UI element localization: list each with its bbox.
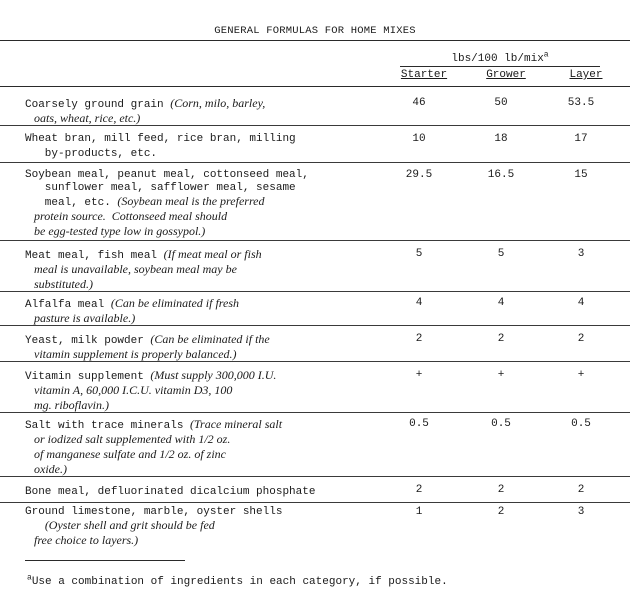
- starter-value: 5: [415, 248, 423, 260]
- grower-value: 4: [497, 297, 505, 309]
- starter-value: 29.5: [405, 169, 433, 181]
- starter-value: 1: [415, 506, 423, 518]
- grower-value: 2: [497, 333, 505, 345]
- unit-header-text: lbs/100 lb/mix: [451, 53, 544, 65]
- ingredient-description: Vitamin supplement (Must supply 300,000 I.U. vitamin A, 60,000 I.C.U. vitamin D3, 100 mg. riboflavin.): [25, 368, 277, 412]
- layer-value: 2: [577, 484, 585, 496]
- footnote-rule: [25, 560, 185, 561]
- ingredient-description: Yeast, milk powder (Can be eliminated if the vitamin supplement is properly balanced.): [25, 332, 270, 361]
- ingredient-description: Ground limestone, marble, oyster shells (Oyster shell and grit should be fed free choice to layers.): [25, 506, 283, 547]
- grower-value: 16.5: [487, 169, 515, 181]
- starter-value: 0.5: [409, 418, 429, 430]
- row-separator: [0, 412, 630, 413]
- layer-value: 15: [574, 169, 588, 181]
- ingredient-description: Soybean meal, peanut meal, cottonseed meal, sunflower meal, safflower meal, sesame meal, etc. (Soybean meal is the preferred protein source. Cottonseed meal should be egg-tested type low in gossypol.): [25, 169, 309, 238]
- layer-value: 3: [577, 506, 585, 518]
- footnote: [27, 573, 448, 588]
- starter-value: 2: [415, 484, 423, 496]
- starter-value: 46: [412, 97, 426, 109]
- grower-value: 2: [497, 506, 505, 518]
- grower-value: 0.5: [491, 418, 511, 430]
- ingredient-description: Alfalfa meal (Can be eliminated if fresh pasture is available.): [25, 296, 240, 325]
- footnote-mark: a: [27, 573, 32, 583]
- starter-value: 4: [415, 297, 423, 309]
- grower-value: +: [497, 369, 505, 381]
- ingredient-description: Salt with trace minerals (Trace mineral salt or iodized salt supplemented with 1/2 oz. of manganese sulfate and 1/2 oz. of zinc oxide.): [25, 417, 283, 476]
- layer-value: +: [577, 369, 585, 381]
- layer-value: 17: [574, 133, 588, 145]
- row-separator: [0, 361, 630, 362]
- ingredient-description: Wheat bran, mill feed, rice bran, milling by-products, etc.: [25, 133, 296, 160]
- layer-value: 4: [577, 297, 585, 309]
- row-separator: [0, 240, 630, 241]
- layer-value: 0.5: [571, 418, 591, 430]
- column-header-starter: Starter: [400, 69, 448, 81]
- starter-value: 2: [415, 333, 423, 345]
- layer-value: 2: [577, 333, 585, 345]
- ingredient-description: Bone meal, defluorinated dicalcium phosphate: [25, 486, 316, 498]
- grower-value: 18: [494, 133, 508, 145]
- top-rule: [0, 40, 630, 41]
- row-separator: [0, 125, 630, 126]
- grower-value: 5: [497, 248, 505, 260]
- grower-value: 2: [497, 484, 505, 496]
- row-separator: [0, 291, 630, 292]
- unit-header: [410, 50, 590, 65]
- footnote-text: Use a combination of ingredients in each category, if possible.: [31, 576, 448, 588]
- header-rule: [0, 86, 630, 87]
- unit-underline: [400, 66, 600, 67]
- row-separator: [0, 502, 630, 503]
- row-separator: [0, 162, 630, 163]
- column-header-layer: Layer: [569, 69, 603, 81]
- ingredient-description: Coarsely ground grain (Corn, milo, barley, oats, wheat, rice, etc.): [25, 96, 266, 125]
- table-title: GENERAL FORMULAS FOR HOME MIXES: [214, 25, 416, 37]
- starter-value: 10: [412, 133, 426, 145]
- row-separator: [0, 476, 630, 477]
- column-header-grower: Grower: [486, 69, 526, 81]
- layer-value: 3: [577, 248, 585, 260]
- grower-value: 50: [494, 97, 508, 109]
- row-separator: [0, 325, 630, 326]
- ingredient-description: Meat meal, fish meal (If meat meal or fish meal is unavailable, soybean meal may be substituted.): [25, 247, 262, 291]
- layer-value: 53.5: [567, 97, 595, 109]
- unit-footnote-mark: a: [543, 50, 549, 60]
- starter-value: +: [415, 369, 423, 381]
